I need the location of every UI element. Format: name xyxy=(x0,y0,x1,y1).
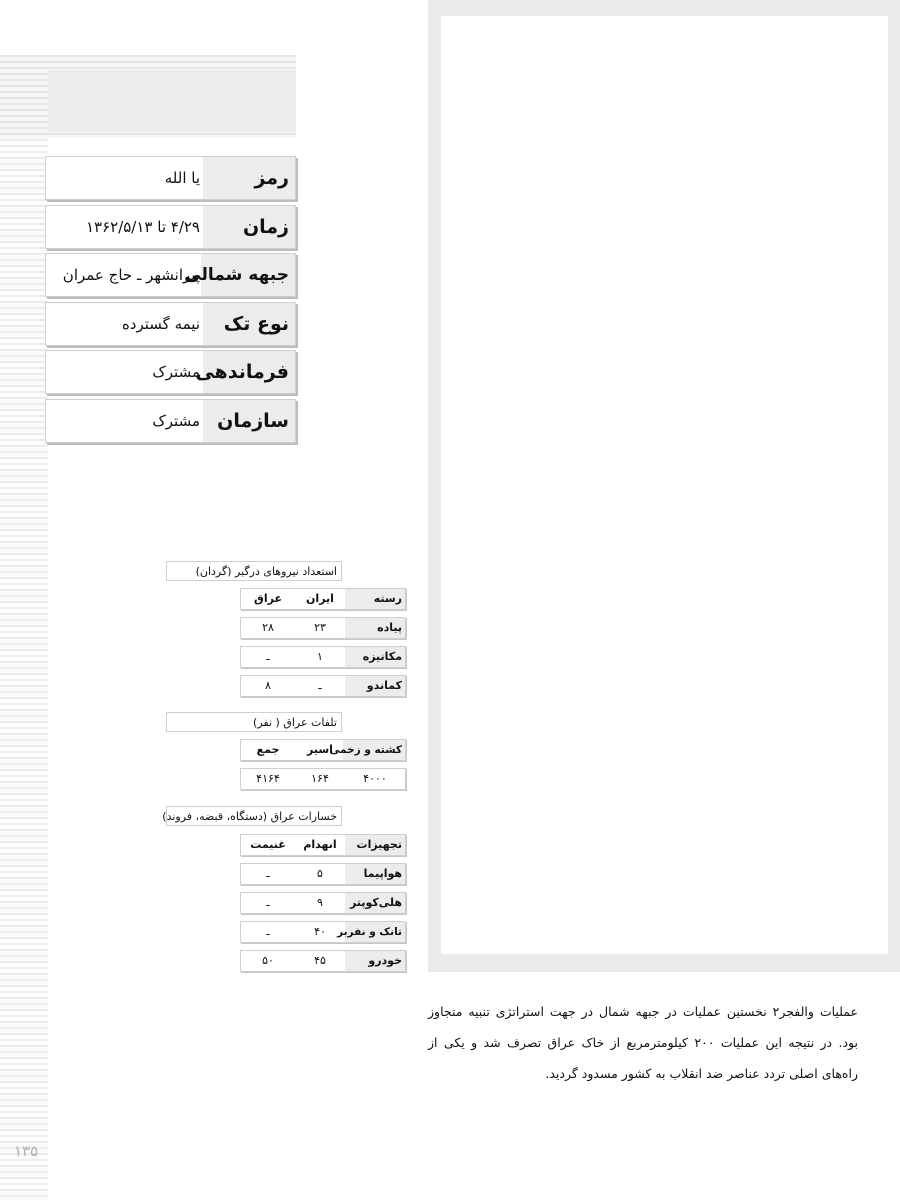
info-label: نوع تک xyxy=(203,303,295,345)
casualties-table-title: تلفات عراق ( نفر) xyxy=(166,712,342,732)
image-placeholder xyxy=(441,16,888,954)
table-cell: اسیر xyxy=(307,743,333,756)
decorative-stripes xyxy=(0,55,48,1200)
body-paragraph: عملیات والفجر۲ نخستین عملیات در جبهه شمال در جهت استراتژی تنبیه متجاوز بود. در نتیجه این عملیات ۲۰۰ کیلومترمربع از خاک عراق تصرف شد و یکی از راه‌های اصلی تردد عناصر ضد انقلاب به کشور مسدود گردید. xyxy=(428,1004,858,1081)
page-number: ۱۳۵ xyxy=(14,1142,39,1160)
table-cell: جمع xyxy=(256,743,280,756)
info-value: مشترک xyxy=(152,411,200,430)
table-cell: عراق xyxy=(254,592,282,605)
table-cell: ایران xyxy=(306,592,334,605)
table-cell: ۱ xyxy=(317,650,323,663)
title-box xyxy=(48,70,296,132)
info-value: یا الله xyxy=(164,169,200,187)
table-cell: رسته xyxy=(345,589,405,609)
table-cell: ۵۰ xyxy=(262,954,274,967)
table-row xyxy=(240,892,406,914)
table-cell: پیاده xyxy=(345,618,405,638)
forces-table-title: استعداد نیروهای درگیر (گردان) xyxy=(166,561,342,581)
table-cell: کشته و زخمی xyxy=(343,740,405,760)
table-cell: ـ xyxy=(266,925,270,938)
table-cell: ۴۵ xyxy=(314,954,326,967)
table-cell: هواپیما xyxy=(345,864,405,884)
info-label: سازمان xyxy=(203,400,295,442)
table-cell: ۴۰۰۰ xyxy=(345,769,405,789)
table-cell: ۲۸ xyxy=(262,621,274,634)
forces-table-header xyxy=(240,588,406,610)
table-cell: ۸ xyxy=(265,679,271,692)
info-label: رمز xyxy=(203,157,295,199)
table-cell: ۵ xyxy=(317,867,323,880)
info-value: مشترک xyxy=(152,363,200,381)
table-cell: ـ xyxy=(266,867,270,880)
info-row-code xyxy=(45,156,296,200)
table-cell: ۹ xyxy=(317,896,323,909)
table-row xyxy=(240,950,406,972)
info-row-attack-type xyxy=(45,302,296,346)
info-row-front xyxy=(45,253,296,297)
casualties-table-header xyxy=(240,739,406,761)
info-value: پیرانشهر ـ حاج عمران xyxy=(62,266,200,284)
table-cell: تجهیزات xyxy=(345,835,405,855)
table-cell: ـ xyxy=(266,896,270,909)
table-row xyxy=(240,921,406,943)
table-row xyxy=(240,646,406,668)
table-cell: کماندو xyxy=(345,676,405,696)
info-label: فرماندهی xyxy=(203,351,295,393)
table-cell: مکانیزه xyxy=(345,647,405,667)
table-cell: تانک و نفربر xyxy=(345,922,405,942)
info-label: زمان xyxy=(203,206,295,248)
losses-table-header xyxy=(240,834,406,856)
info-value: ۴/۲۹ تا ۱۳۶۲/۵/۱۳ xyxy=(85,217,200,236)
table-cell: ۱۶۴ xyxy=(311,772,329,785)
table-cell: ـ xyxy=(318,679,322,692)
table-row xyxy=(240,617,406,639)
table-row xyxy=(240,768,406,790)
table-cell: ۲۳ xyxy=(314,621,326,634)
losses-table-title: خسارات عراق (دستگاه، قبضه، فروند) xyxy=(166,806,342,826)
table-row xyxy=(240,863,406,885)
table-row xyxy=(240,675,406,697)
info-row-organization xyxy=(45,399,296,443)
info-value: نیمه گسترده xyxy=(121,314,200,333)
table-cell: ۴۰ xyxy=(314,925,326,938)
info-row-time xyxy=(45,205,296,249)
operation-info xyxy=(45,156,296,447)
info-row-command xyxy=(45,350,296,394)
table-cell: هلی‌کوپتر xyxy=(345,893,405,913)
info-label: جبهه شمالی xyxy=(201,254,295,296)
table-cell: ۴۱۶۴ xyxy=(256,772,280,785)
table-cell: غنیمت xyxy=(250,838,286,851)
table-cell: انهدام xyxy=(303,838,337,851)
table-cell: خودرو xyxy=(345,951,405,971)
table-cell: ـ xyxy=(266,650,270,663)
